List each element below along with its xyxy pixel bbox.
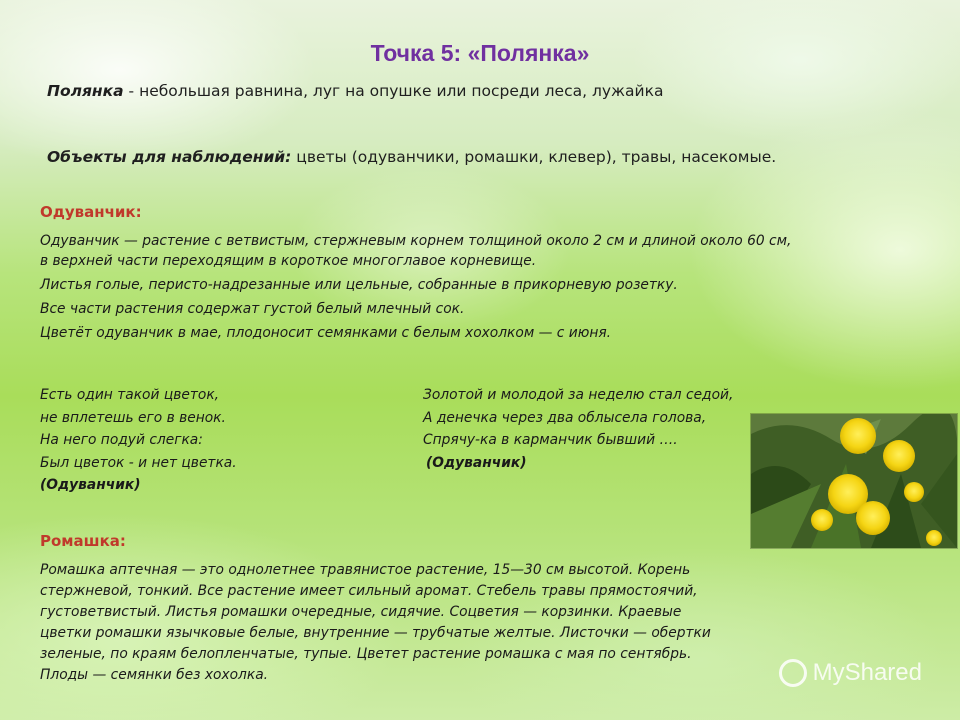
riddle-line: Был цветок - и нет цветка. <box>40 454 237 471</box>
definition-text: небольшая равнина, луг на опушке или посреди леса, лужайка <box>139 82 664 100</box>
definition-term: Полянка <box>47 82 124 100</box>
riddle-line: А денечка через два облысела голова, <box>423 409 707 426</box>
riddle-line: не вплетешь его в венок. <box>40 409 226 426</box>
riddle-line: Спрячу-ка в карманчик бывший …. <box>423 432 678 448</box>
objects-text: цветы (одуванчики, ромашки, клевер), травы, насекомые. <box>291 148 777 166</box>
page-title: Точка 5: «Полянка» <box>370 40 590 66</box>
riddle-right <box>423 384 733 474</box>
chamomile-line: густоветвистый. Листья ромашки очередные, сидячие. Соцветия — корзинки. Краевые <box>40 604 682 620</box>
riddle-line: На него подуй слегка: <box>40 432 203 448</box>
chamomile-line: Плоды — семянки без хохолка. <box>40 667 269 683</box>
dandelion-line: в верхней части переходящим в короткое многоглавое корневище. <box>40 253 537 269</box>
chamomile-line: зеленые, по краям белопленчатые, тупые. Цветет растение ромашка с мая по сентябрь. <box>40 646 692 662</box>
dandelion-photo-image <box>751 414 957 548</box>
dandelion-description <box>40 231 920 343</box>
dandelion-line: Одуванчик — растение с ветвистым, стержневым корнем толщиной около 2 см и длиной около 60 см, <box>40 233 792 249</box>
riddle-answer: (Одуванчик) <box>40 477 141 493</box>
chamomile-heading: Ромашка: <box>40 532 126 550</box>
riddle-left <box>40 384 237 497</box>
watermark-logo-icon <box>779 659 807 687</box>
dandelion-line: Все части растения содержат густой белый млечный сок. <box>40 301 465 317</box>
dandelion-line: Цветёт одуванчик в мае, плодоносит семянками с белым хохолком — с июня. <box>40 325 612 341</box>
dandelion-line: Листья голые, перисто-надрезанные или цельные, собранные в прикорневую розетку. <box>40 277 678 293</box>
dandelion-heading: Одуванчик: <box>40 203 142 221</box>
watermark-text: MyShared <box>812 659 922 686</box>
dandelion-photo <box>750 413 958 549</box>
riddle-answer: (Одуванчик) <box>426 454 527 471</box>
objects-term: Объекты для наблюдений: <box>47 148 292 166</box>
observation-objects <box>47 148 776 166</box>
chamomile-line: Ромашка аптечная — это однолетнее травянистое растение, 15—30 см высотой. Корень <box>40 562 691 578</box>
chamomile-line: цветки ромашки язычковые белые, внутренние — трубчатые желтые. Листочки — обертки <box>40 625 711 641</box>
chamomile-line: стержневой, тонкий. Все растение имеет сильный аромат. Стебель травы прямостоячий, <box>40 583 698 599</box>
riddle-line: Золотой и молодой за неделю стал седой, <box>423 387 734 403</box>
definition <box>47 82 663 100</box>
watermark <box>779 659 922 687</box>
riddle-line: Есть один такой цветок, <box>40 387 220 403</box>
definition-dash: - <box>123 82 140 100</box>
